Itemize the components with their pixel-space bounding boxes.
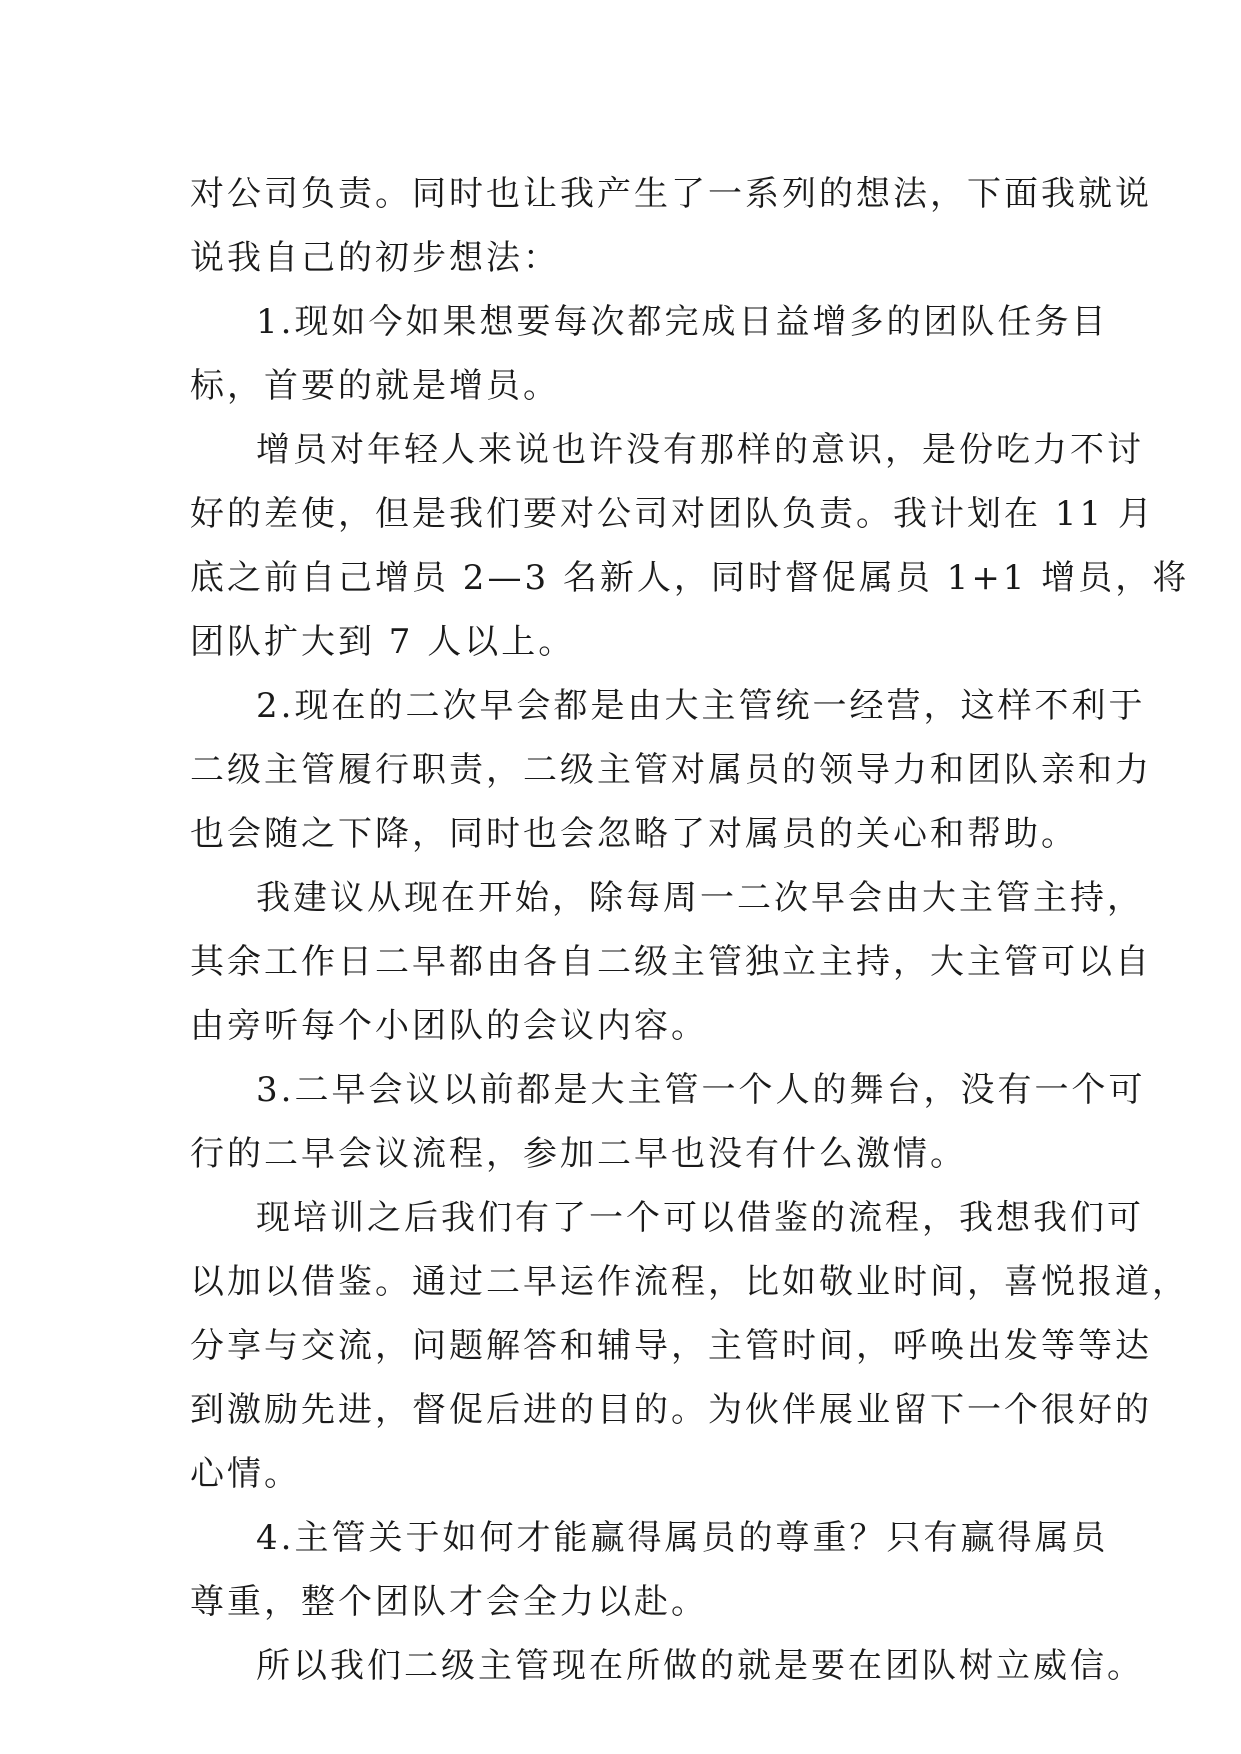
text-line: 对公司负责。同时也让我产生了一系列的想法，下面我就说 (190, 174, 1152, 214)
text-line: 也会随之下降，同时也会忽略了对属员的关心和帮助。 (190, 814, 1078, 854)
text-line: 我建议从现在开始，除每周一二次早会由大主管主持， (256, 878, 1144, 918)
text-line: 底之前自己增员 2—3 名新人，同时督促属员 1+1 增员，将 (190, 558, 1190, 598)
text-line: 分享与交流，问题解答和辅导，主管时间，呼唤出发等等达 (190, 1326, 1152, 1366)
text-line: 行的二早会议流程，参加二早也没有什么激情。 (190, 1134, 967, 1174)
text-line: 2.现在的二次早会都是由大主管统一经营，这样不利于 (256, 686, 1146, 726)
text-line: 由旁听每个小团队的会议内容。 (190, 1006, 708, 1046)
text-line: 所以我们二级主管现在所做的就是要在团队树立威信。 (256, 1646, 1144, 1686)
text-line: 4.主管关于如何才能赢得属员的尊重？只有赢得属员 (256, 1518, 1109, 1558)
text-line: 心情。 (190, 1454, 301, 1494)
document-body (190, 162, 1190, 1698)
text-line: 其余工作日二早都由各自二级主管独立主持，大主管可以自 (190, 942, 1152, 982)
text-line: 尊重，整个团队才会全力以赴。 (190, 1582, 708, 1622)
text-line: 二级主管履行职责，二级主管对属员的领导力和团队亲和力 (190, 750, 1152, 790)
text-line: 增员对年轻人来说也许没有那样的意识，是份吃力不讨 (256, 430, 1144, 470)
text-line: 说我自己的初步想法： (190, 238, 560, 278)
text-line: 3.二早会议以前都是大主管一个人的舞台，没有一个可 (256, 1070, 1146, 1110)
text-line: 以加以借鉴。通过二早运作流程，比如敬业时间，喜悦报道， (190, 1262, 1189, 1302)
text-line: 到激励先进，督促后进的目的。为伙伴展业留下一个很好的 (190, 1390, 1152, 1430)
text-line: 1.现如今如果想要每次都完成日益增多的团队任务目 (256, 302, 1109, 342)
text-line: 现培训之后我们有了一个可以借鉴的流程，我想我们可 (256, 1198, 1144, 1238)
text-line: 团队扩大到 7 人以上。 (190, 622, 576, 662)
text-line: 好的差使，但是我们要对公司对团队负责。我计划在 11 月 (190, 494, 1155, 534)
text-line: 标，首要的就是增员。 (190, 366, 560, 406)
